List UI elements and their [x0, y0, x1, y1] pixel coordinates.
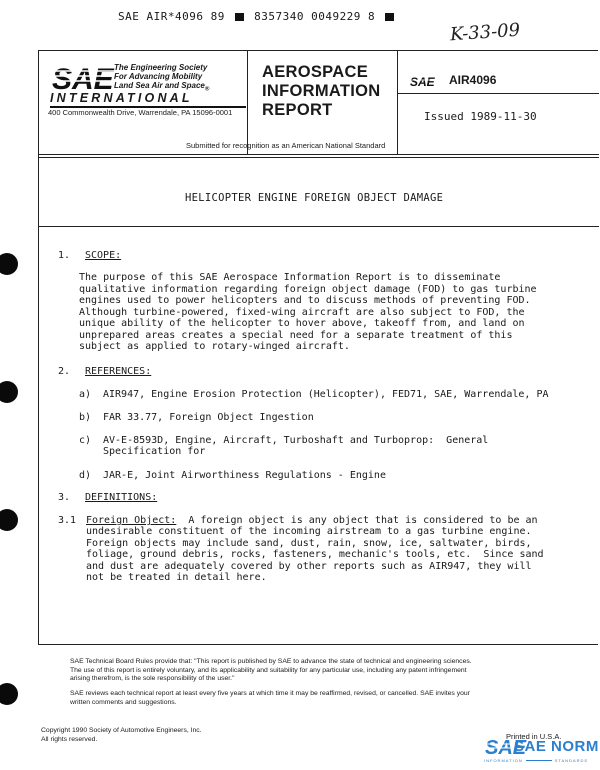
definition-paragraph: [86, 526, 544, 584]
title-line-2: INFORMATION: [262, 82, 381, 100]
scope-line: qualitative information regarding foreign object damage (FOD) to gas turbine: [79, 283, 537, 295]
punch-hole: [0, 683, 18, 705]
rules-line: SAE Technical Board Rules provide that: "This report is published by SAE to advance the state of technical and engineering sciences.: [70, 658, 472, 665]
scope-line: subject as applied to rotary-winged aircraft.: [79, 341, 350, 352]
review-line: written comments and suggestions.: [70, 698, 177, 706]
top-line-doc-id: SAE AIR*4096 89: [118, 10, 225, 23]
watermark-subtitle: INFORMATION STANDARDS: [484, 758, 589, 763]
reference-text-b: FAR 33.77, Foreign Object Ingestion: [103, 412, 314, 423]
section-1-title: SCOPE:: [85, 250, 122, 261]
section-3-title: DEFINITIONS:: [85, 492, 158, 503]
sae-small-logo: [410, 75, 435, 89]
section-2-number: 2.: [58, 366, 71, 377]
section-1-number: 1.: [58, 250, 71, 261]
punch-hole: [0, 381, 18, 403]
definition-first-line-rest: A foreign object is any object that is considered to be an: [176, 515, 538, 526]
scope-line: The purpose of this SAE Aerospace Information Report is to disseminate: [79, 272, 501, 283]
reference-label-c: c): [79, 435, 92, 446]
sae-norm-logo-icon: [485, 736, 527, 759]
svg-text:SAE: SAE: [485, 737, 527, 759]
punch-hole: [0, 253, 18, 275]
punch-hole: [0, 509, 18, 531]
definition-line: foliage, ground debris, rocks, fasteners, mechanic's tools, etc. Since sand: [86, 549, 544, 560]
handwritten-note: K-33-09: [449, 19, 521, 46]
report-type-title: [262, 63, 380, 120]
tagline-line-1: The Engineering Society: [114, 63, 208, 72]
sae-logo: [50, 62, 120, 96]
scan-header-line: [118, 10, 397, 23]
copyright-line: Copyright 1990 Society of Automotive Engineers, Inc.: [41, 727, 202, 734]
reference-text-a: AIR947, Engine Erosion Protection (Helicopter), FED71, SAE, Warrendale, PA: [103, 389, 549, 400]
issued-date: Issued 1989-11-30: [424, 110, 537, 123]
sae-norm-watermark: SAE NORM: [514, 738, 599, 755]
barcode-block-icon: [235, 13, 244, 21]
scope-line: engines used to power helicopters and to discuss methods of preventing FOD.: [79, 295, 531, 306]
society-address: 400 Commonwealth Drive, Warrendale, PA 15096-0001: [48, 108, 233, 117]
scope-line: unprepared areas creates a special need for a separate treatment of this: [79, 329, 513, 341]
svg-text:SAE: SAE: [52, 63, 114, 96]
header-divider: [39, 157, 599, 158]
technical-board-rules: [70, 658, 472, 684]
reference-text-d: JAR-E, Joint Airworthiness Regulations - Engine: [103, 470, 386, 481]
reference-text-c-1: AV-E-8593D, Engine, Aircraft, Turboshaft and Turboprop: General: [103, 435, 489, 446]
copyright-line: All rights reserved.: [41, 735, 98, 743]
definition-term: Foreign Object:: [86, 515, 177, 526]
reference-label-a: a): [79, 389, 92, 400]
tagline-line-2: For Advancing Mobility: [114, 72, 203, 81]
svg-text:SAE: SAE: [410, 75, 435, 89]
scope-line: unique ability of the helicopter to hover above, takeoff from, and land on: [79, 318, 525, 329]
docnum-divider: [397, 93, 599, 94]
reference-label-b: b): [79, 412, 92, 423]
international-label: INTERNATIONAL: [50, 91, 193, 105]
definition-line: undesirable constituent of the incoming airstream to a gas turbine engine.: [86, 526, 532, 537]
scope-line: Although turbine-powered, fixed-wing aircraft are also subject to FOD, the: [79, 306, 525, 318]
tagline-line-3: Land Sea Air and Space$_®$: [114, 81, 210, 93]
title-line-1: AEROSPACE: [262, 63, 368, 81]
review-line: SAE reviews each technical report at least every five years at which time it may be reaffirmed, revised, or cancelled. SAE invites your: [70, 690, 470, 697]
definition-line: not be treated in detail here.: [86, 572, 267, 583]
subsection-3-1-number: 3.1: [58, 515, 77, 526]
rules-line: arising therefrom, is the sole responsibility of the user.": [70, 675, 235, 682]
document-number: AIR4096: [449, 73, 497, 87]
title-divider-right: [397, 51, 398, 154]
reference-text-c-2: Specification for: [103, 446, 206, 457]
rules-line: The use of this report is entirely voluntary, and its applicability and suitability for any particular use, including any patent infringement: [70, 666, 467, 674]
barcode-block-icon: [385, 13, 394, 21]
definition-line: and dust are adequately covered by other reports such as AIR947, they will: [86, 560, 532, 572]
reference-label-d: d): [79, 470, 92, 481]
society-tagline: [114, 63, 209, 95]
review-notice: [70, 690, 470, 707]
copyright-notice: [41, 727, 202, 744]
scope-paragraph: [79, 272, 537, 353]
report-subject: HELICOPTER ENGINE FOREIGN OBJECT DAMAGE: [185, 192, 444, 204]
header-divider-double: [39, 154, 599, 155]
section-2-title: REFERENCES:: [85, 366, 152, 377]
top-line-serial: 8357340 0049229 8: [254, 10, 376, 23]
section-3-number: 3.: [58, 492, 71, 503]
definition-line: Foreign objects may include sand, dust, rain, snow, ice, saltwater, birds,: [86, 537, 532, 549]
definition-first-line: [86, 515, 538, 527]
submitted-note: Submitted for recognition as an American National Standard: [186, 141, 386, 150]
subject-divider: [39, 226, 599, 227]
title-divider-left: [247, 51, 248, 154]
title-line-3: REPORT: [262, 101, 333, 119]
printed-in: Printed in U.S.A.: [506, 732, 562, 741]
